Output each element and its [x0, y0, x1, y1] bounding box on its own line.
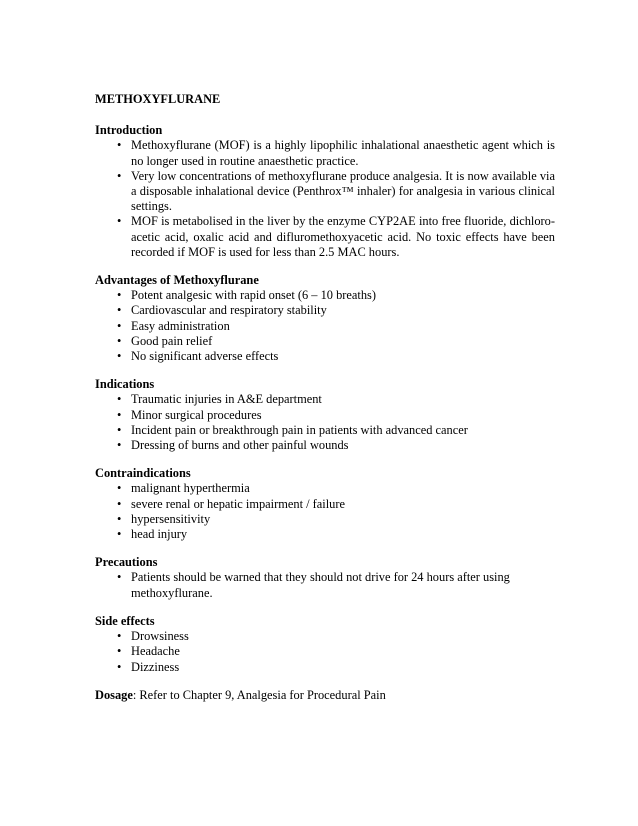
document-page: [95, 92, 555, 715]
section-heading: Precautions: [95, 555, 158, 570]
list-item-text: Headache: [131, 644, 180, 659]
section-precautions: [95, 555, 555, 601]
bullet-icon: •: [117, 303, 122, 318]
bullet-icon: •: [117, 496, 122, 511]
bullet-list: [95, 138, 555, 260]
list-item: [95, 334, 555, 349]
list-item-text: head injury: [131, 527, 188, 542]
bullet-icon: •: [117, 511, 122, 526]
list-item: [95, 408, 555, 423]
list-item-text: Dizziness: [131, 659, 180, 674]
list-item: [95, 423, 555, 438]
section-heading: Advantages of Methoxyflurane: [95, 273, 259, 288]
bullet-list: [95, 629, 555, 675]
list-item: [95, 570, 555, 600]
list-item-text: Dressing of burns and other painful wounds: [131, 438, 349, 453]
list-item-text: Very low concentrations of methoxyflurane produce analgesia. It is now available via a disposable inhalational device (Penthrox™ inhaler) for analgesia in various clinical settings.: [131, 168, 555, 214]
bullet-icon: •: [117, 644, 122, 659]
bullet-list: [95, 392, 555, 453]
bullet-icon: •: [117, 333, 122, 348]
dosage-text: : Refer to Chapter 9, Analgesia for Procedural Pain: [132, 687, 386, 702]
list-item-text: Minor surgical procedures: [131, 407, 262, 422]
dosage-label: Dosage: [95, 687, 133, 702]
list-item-text: Traumatic injuries in A&E department: [131, 392, 322, 407]
list-item-text: Incident pain or breakthrough pain in patients with advanced cancer: [131, 422, 468, 437]
bullet-icon: •: [117, 659, 122, 674]
dosage-line: [95, 688, 555, 703]
list-item: [95, 288, 555, 303]
bullet-icon: •: [117, 288, 122, 303]
section-introduction: [95, 123, 555, 260]
section-side-effects: [95, 614, 555, 675]
list-item: [95, 392, 555, 407]
bullet-icon: •: [117, 527, 122, 542]
bullet-icon: •: [117, 438, 122, 453]
list-item-text: MOF is metabolised in the liver by the enzyme CYP2AE into free fluoride, dichloro-acetic acid, oxalic acid and difluromethoxyacetic acid. No toxic effects have been recorded if MOF is used for less than 2.5 MAC hours.: [131, 214, 555, 259]
list-item-text: No significant adverse effects: [131, 349, 279, 364]
list-item-text: hypersensitivity: [131, 511, 211, 526]
list-item-text: Cardiovascular and respiratory stability: [131, 303, 327, 318]
list-item: [95, 214, 555, 260]
list-item-text: Methoxyflurane (MOF) is a highly lipophilic inhalational anaesthetic agent which is no longer used in routine anaesthetic practice.: [131, 138, 555, 168]
list-item-text: severe renal or hepatic impairment / failure: [131, 496, 345, 511]
bullet-list: [95, 288, 555, 364]
list-item: [95, 497, 555, 512]
bullet-icon: •: [117, 407, 122, 422]
list-item-text: Drowsiness: [131, 629, 189, 644]
bullet-icon: •: [117, 138, 122, 153]
list-item: [95, 169, 555, 215]
section-heading: Side effects: [95, 613, 155, 628]
list-item: [95, 438, 555, 453]
list-item: [95, 481, 555, 496]
section-heading: Introduction: [95, 123, 163, 138]
list-item: [95, 349, 555, 364]
list-item-text: malignant hyperthermia: [131, 481, 250, 496]
list-item: [95, 319, 555, 334]
bullet-icon: •: [117, 422, 122, 437]
list-item-text: Potent analgesic with rapid onset (6 – 10 breaths): [131, 288, 376, 303]
section-advantages: [95, 273, 555, 364]
list-item: [95, 660, 555, 675]
list-item: [95, 629, 555, 644]
bullet-icon: •: [117, 318, 122, 333]
bullet-list: [95, 570, 555, 600]
bullet-icon: •: [117, 214, 122, 229]
bullet-icon: •: [117, 481, 122, 496]
bullet-icon: •: [117, 629, 122, 644]
list-item: [95, 303, 555, 318]
section-indications: [95, 377, 555, 453]
list-item-text: Easy administration: [131, 318, 230, 333]
section-heading: Contraindications: [95, 466, 191, 481]
bullet-list: [95, 481, 555, 542]
document-title: METHOXYFLURANE: [95, 92, 221, 106]
bullet-icon: •: [117, 349, 122, 364]
list-item-text: Patients should be warned that they should not drive for 24 hours after using methoxyflurane.: [131, 570, 510, 600]
bullet-icon: •: [117, 570, 122, 585]
bullet-icon: •: [117, 168, 122, 183]
section-contraindications: [95, 466, 555, 542]
list-item: [95, 138, 555, 168]
list-item: [95, 527, 555, 542]
list-item: [95, 512, 555, 527]
list-item-text: Good pain relief: [131, 333, 213, 348]
list-item: [95, 644, 555, 659]
bullet-icon: •: [117, 392, 122, 407]
section-heading: Indications: [95, 377, 155, 392]
